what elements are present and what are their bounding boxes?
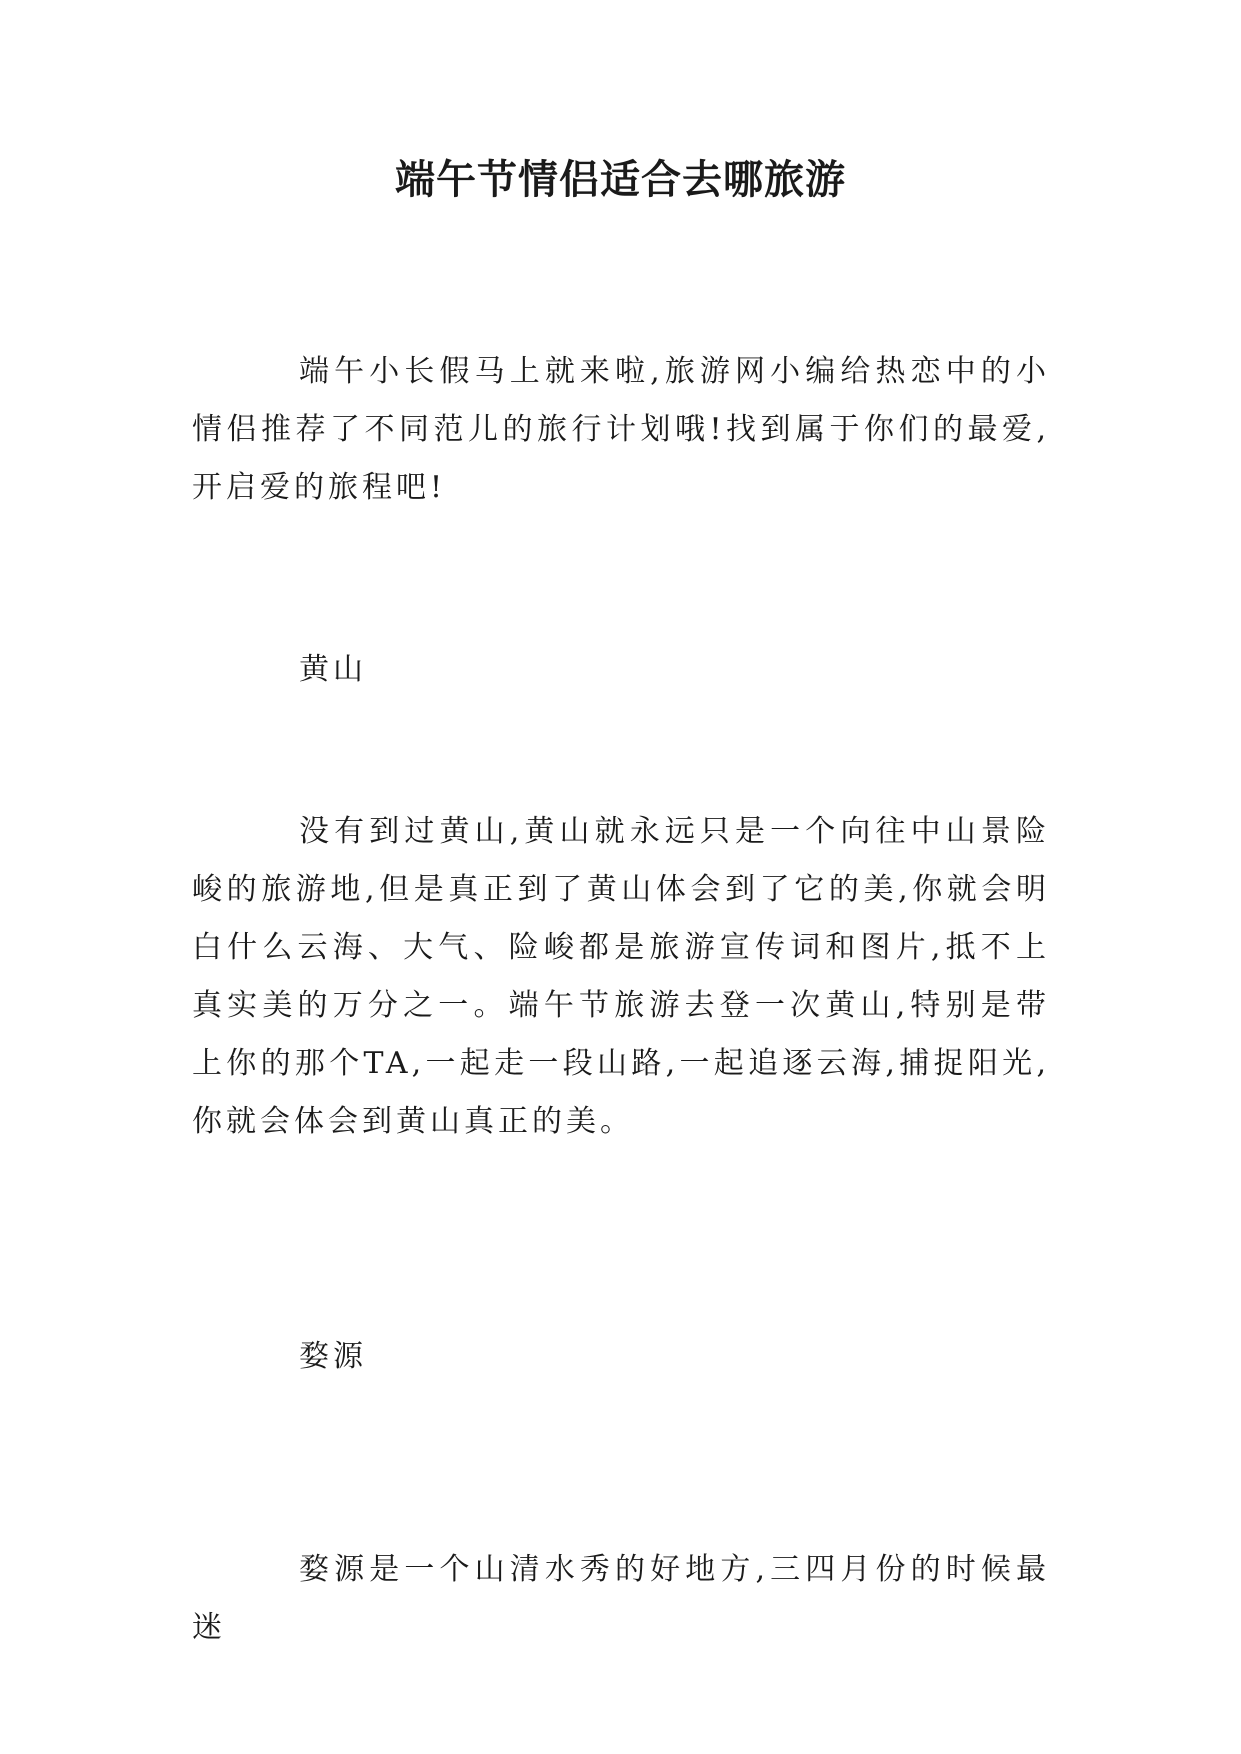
section-body-huangshan: 没有到过黄山,黄山就永远只是一个向往中山景险峻的旅游地,但是真正到了黄山体会到了它的美,你就会明白什么云海、大气、险峻都是旅游宣传词和图片,抵不上真实美的万分之一。端午节旅游去登一次黄山,特别是带上你的那个TA,一起走一段山路,一起追逐云海,捕捉阳光,你就会体会到黄山真正的美。 [192,814,1050,1139]
section-heading-huangshan: 黄山 [299,652,367,687]
document-title: 端午节情侣适合去哪旅游 [395,156,846,203]
section-body-wuyuan: 婺源是一个山清水秀的好地方,三四月份的时候最迷 [192,1552,1050,1645]
section-heading-wuyuan: 婺源 [299,1339,367,1374]
intro-paragraph: 端午小长假马上就来啦,旅游网小编给热恋中的小情侣推荐了不同范儿的旅行计划哦!找到属于你们的最爱,开启爱的旅程吧! [192,354,1050,505]
